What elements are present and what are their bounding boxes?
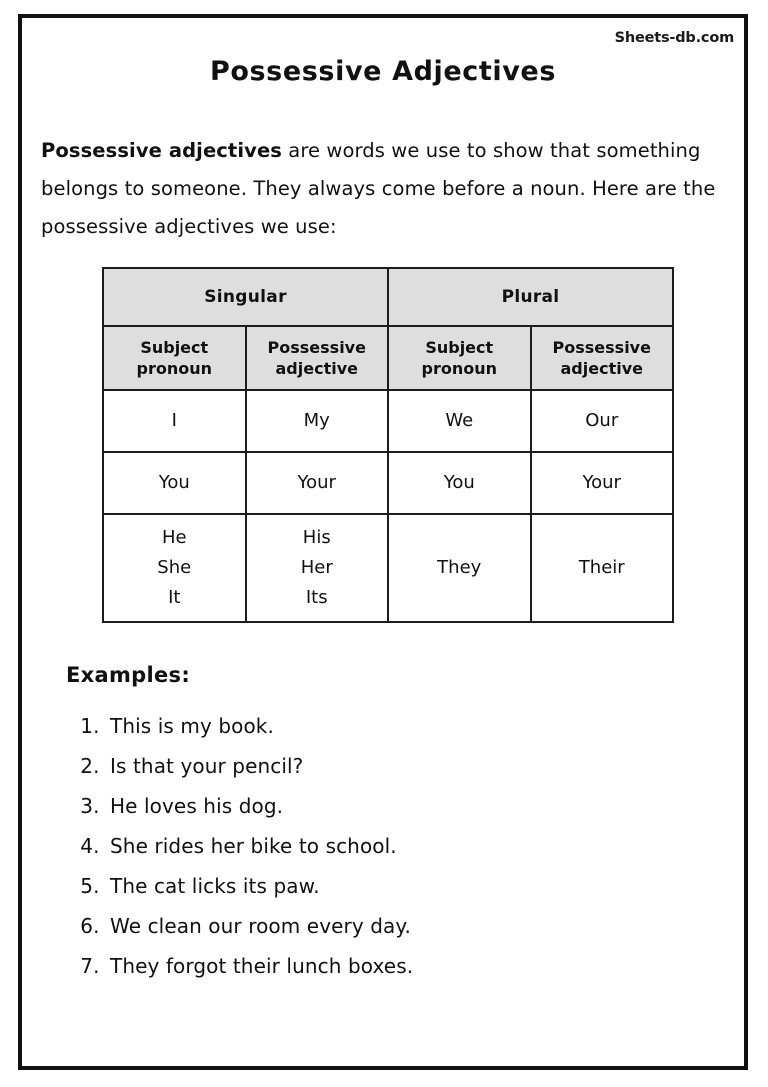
- cell-plural-subject: You: [388, 452, 531, 514]
- sub-header-singular-possessive: [246, 326, 389, 390]
- intro-paragraph: [41, 132, 731, 246]
- cell-plural-possessive: Your: [531, 452, 674, 514]
- page-title: Possessive Adjectives: [209, 56, 557, 87]
- cell-line: His: [302, 527, 331, 548]
- cell-line: She: [157, 557, 192, 578]
- sub-header-plural-possessive: [531, 326, 674, 390]
- cell-plural-subject: They: [388, 514, 531, 622]
- table-sub-header-row: [103, 326, 673, 390]
- examples-list: [66, 706, 413, 986]
- sub-header-plural-subject: [388, 326, 531, 390]
- cell-singular-subject: I: [103, 390, 246, 452]
- sub-header-line-2: adjective: [275, 359, 358, 378]
- list-item: 6. We clean our room every day.: [106, 906, 413, 946]
- sub-header-singular-subject: [103, 326, 246, 390]
- table-row: [103, 452, 673, 514]
- sub-header-line-2: adjective: [560, 359, 643, 378]
- cell-singular-possessive: [246, 514, 389, 622]
- cell-plural-possessive: Our: [531, 390, 674, 452]
- cell-singular-possessive: Your: [246, 452, 389, 514]
- list-item: 4. She rides her bike to school.: [106, 826, 413, 866]
- intro-bold-lead: Possessive adjectives: [41, 138, 282, 162]
- list-item: 7. They forgot their lunch boxes.: [106, 946, 413, 986]
- list-item: 1. This is my book.: [106, 706, 413, 746]
- pronoun-table: [102, 267, 674, 623]
- sub-header-line-1: Subject: [425, 338, 494, 357]
- cell-plural-subject: We: [388, 390, 531, 452]
- table-row: [103, 390, 673, 452]
- list-item: 2. Is that your pencil?: [106, 746, 413, 786]
- table-group-header-row: [103, 268, 673, 326]
- pronoun-table-wrapper: [102, 267, 674, 623]
- sub-header-line-1: Possessive: [267, 338, 366, 357]
- cell-singular-possessive: My: [246, 390, 389, 452]
- cell-plural-possessive: Their: [531, 514, 674, 622]
- sub-header-line-1: Possessive: [552, 338, 651, 357]
- worksheet-page: [18, 14, 748, 1070]
- intro-rest: are words we use to show that something belongs to someone. They always come before a noun. Here are the possessive adjectives we use:: [41, 138, 716, 238]
- sub-header-line-2: pronoun: [136, 359, 212, 378]
- cell-line: Her: [300, 557, 333, 578]
- site-watermark: Sheets-db.com: [614, 30, 734, 46]
- examples-heading: Examples:: [66, 663, 191, 687]
- sub-header-line-2: pronoun: [421, 359, 497, 378]
- cell-line: Its: [305, 587, 328, 608]
- group-header-singular: Singular: [103, 268, 388, 326]
- list-item: 5. The cat licks its paw.: [106, 866, 413, 906]
- cell-line: It: [168, 587, 181, 608]
- group-header-plural: Plural: [388, 268, 673, 326]
- sub-header-line-1: Subject: [140, 338, 209, 357]
- cell-singular-subject: [103, 514, 246, 622]
- cell-line: He: [161, 527, 187, 548]
- cell-singular-subject: You: [103, 452, 246, 514]
- table-row: [103, 514, 673, 622]
- list-item: 3. He loves his dog.: [106, 786, 413, 826]
